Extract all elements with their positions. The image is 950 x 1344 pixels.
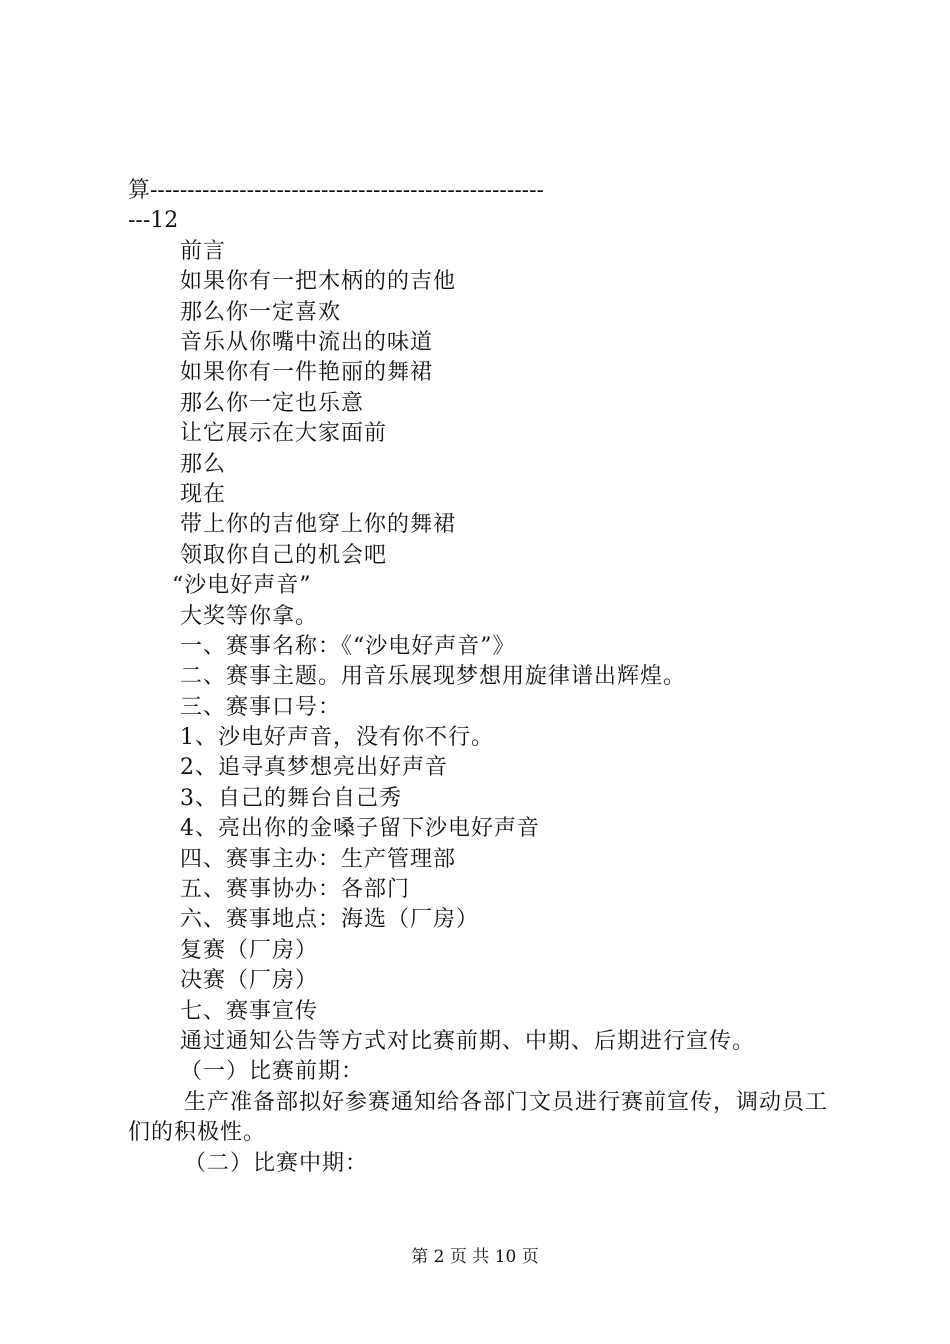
section-heading: 二、赛事主题。用音乐展现梦想用旋律谱出辉煌。 bbox=[180, 664, 687, 690]
paragraph-line: 现在 bbox=[180, 481, 227, 507]
section-heading: 四、赛事主办：生产管理部 bbox=[180, 846, 457, 872]
paragraph-line: 复赛（厂房） bbox=[180, 937, 319, 963]
paragraph-line: 大奖等你拿。 bbox=[180, 603, 319, 629]
section-heading: 五、赛事协办：各部门 bbox=[180, 877, 411, 903]
paragraph-line: 决赛（厂房） bbox=[180, 968, 319, 994]
paragraph-line: 让它展示在大家面前 bbox=[180, 421, 388, 447]
paragraph-text: 生产准备部拟好参赛通知给各部门文员进行赛前宣传，调动员工们的积极性。 bbox=[128, 1089, 829, 1146]
paragraph-line: 带上你的吉他穿上你的舞裙 bbox=[180, 512, 457, 538]
section-heading: 七、赛事宣传 bbox=[180, 998, 319, 1024]
slogan-item: 4、亮出你的金嗓子留下沙电好声音 bbox=[180, 816, 540, 842]
subsection-heading: （二）比赛中期： bbox=[184, 1150, 369, 1176]
paragraph-line: 前言 bbox=[180, 238, 227, 264]
toc-entry-line-1: 算----------------------------------------------------- bbox=[128, 178, 544, 203]
subsection-heading: （一）比赛前期： bbox=[180, 1059, 365, 1085]
paragraph-line: 那么你一定也乐意 bbox=[180, 390, 365, 416]
paragraph-line: 那么你一定喜欢 bbox=[180, 299, 342, 325]
paragraph-line: 音乐从你嘴中流出的味道 bbox=[180, 329, 434, 355]
document-body bbox=[128, 176, 828, 1179]
section-heading: 六、赛事地点：海选（厂房） bbox=[180, 907, 480, 933]
slogan-item: 3、自己的舞台自己秀 bbox=[180, 785, 402, 811]
paragraph-line: 领取你自己的机会吧 bbox=[180, 542, 388, 568]
page-number-footer: 第 2 页 共 10 页 bbox=[411, 1247, 539, 1267]
paragraph-line: 如果你有一把木柄的的吉他 bbox=[180, 269, 457, 295]
paragraph-line: 如果你有一件艳丽的舞裙 bbox=[180, 360, 434, 386]
section-heading: 一、赛事名称：《“沙电好声音”》 bbox=[180, 633, 516, 659]
slogan-item: 1、沙电好声音，没有你不行。 bbox=[180, 725, 494, 751]
paragraph-line: 通过通知公告等方式对比赛前期、中期、后期进行宣传。 bbox=[180, 1028, 756, 1054]
toc-entry-line-2: ---12 bbox=[128, 208, 179, 234]
paragraph-line: “沙电好声音” bbox=[172, 573, 312, 599]
paragraph-line: 那么 bbox=[180, 451, 227, 477]
slogan-item: 2、追寻真梦想亮出好声音 bbox=[180, 755, 448, 781]
section-heading: 三、赛事口号： bbox=[180, 694, 342, 720]
